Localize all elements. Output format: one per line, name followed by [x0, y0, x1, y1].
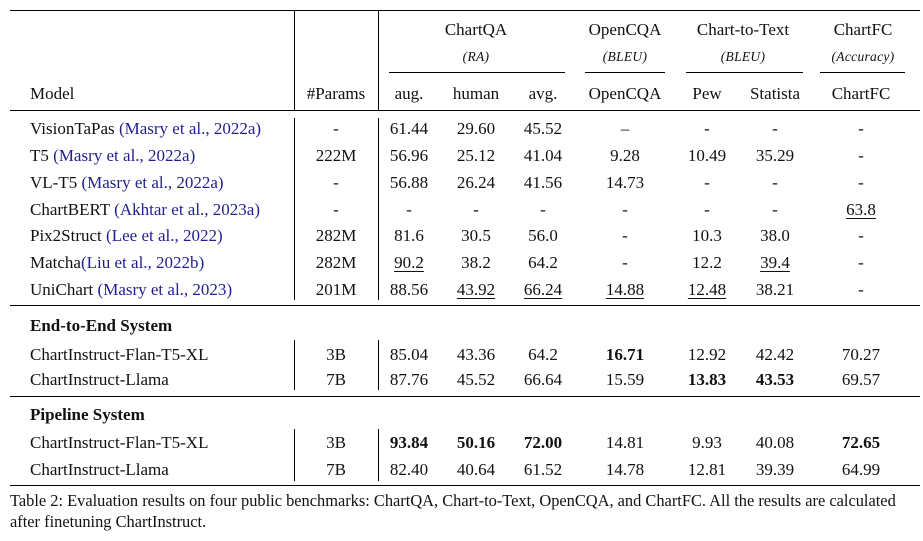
- column-header: OpenCQA: [588, 84, 662, 103]
- citation-open: (: [114, 200, 120, 219]
- citation-link[interactable]: Lee et al., 2022: [111, 226, 217, 245]
- citation-close: ): [216, 226, 223, 245]
- params-cell: 222M: [315, 146, 357, 165]
- table-caption: Table 2: Evaluation results on four public benchmarks: ChartQA, Chart-to-Text, OpenCQA, and ChartFC. All the results are calculated after finetuning ChartInstruct.: [10, 491, 896, 531]
- value-cell: -: [704, 200, 710, 219]
- citation-close: ): [254, 200, 261, 219]
- value-cell: 56.96: [389, 146, 429, 165]
- value-cell: 12.48: [687, 280, 727, 299]
- group-underline: [585, 72, 665, 73]
- value-cell: 41.04: [523, 146, 563, 165]
- params-cell: -: [333, 119, 339, 138]
- value-cell: -: [858, 146, 864, 165]
- value-cell: 14.81: [605, 433, 645, 452]
- value-cell: 15.59: [605, 370, 645, 389]
- value-cell: 90.2: [394, 253, 424, 272]
- group-metric: (BLEU): [720, 49, 766, 64]
- model-name: Matcha: [30, 253, 81, 272]
- value-cell: -: [858, 119, 864, 138]
- citation-close: ): [217, 173, 224, 192]
- value-cell: 61.44: [389, 119, 429, 138]
- params-cell: 3B: [326, 345, 346, 364]
- value-cell: 26.24: [456, 173, 496, 192]
- params-cell: 282M: [315, 226, 357, 245]
- column-rule: [378, 340, 379, 390]
- params-cell: 3B: [326, 433, 346, 452]
- column-rule: [294, 340, 295, 390]
- model-name: VL-T5: [30, 173, 78, 192]
- group-underline: [686, 72, 803, 73]
- params-cell: 7B: [326, 370, 346, 389]
- value-cell: -: [858, 173, 864, 192]
- model-name-cell: ChartInstruct-Flan-T5-XL: [30, 345, 209, 364]
- value-cell: 72.65: [841, 433, 881, 452]
- header-rule: [10, 110, 920, 111]
- params-cell: 201M: [315, 280, 357, 299]
- value-cell: 43.36: [456, 345, 496, 364]
- value-cell: 81.6: [394, 226, 424, 245]
- model-name-cell: [30, 173, 224, 193]
- value-cell: -: [772, 119, 778, 138]
- value-cell: -: [406, 200, 412, 219]
- group-title: OpenCQA: [588, 20, 662, 39]
- model-name-cell: [30, 253, 204, 273]
- value-cell: -: [622, 200, 628, 219]
- value-cell: 85.04: [389, 345, 429, 364]
- model-name: T5: [30, 146, 49, 165]
- value-cell: 93.84: [389, 433, 429, 452]
- group-title: ChartFC: [833, 20, 893, 39]
- citation-close: ): [255, 119, 262, 138]
- group-underline: [389, 72, 565, 73]
- value-cell: 43.53: [755, 370, 795, 389]
- value-cell: 56.88: [389, 173, 429, 192]
- value-cell: 63.8: [846, 200, 876, 219]
- value-cell: 10.49: [687, 146, 727, 165]
- citation-open: (: [81, 173, 88, 192]
- value-cell: 69.57: [841, 370, 881, 389]
- model-name-cell: [30, 226, 223, 246]
- section-rule: [10, 305, 920, 306]
- column-header: #Params: [306, 84, 366, 103]
- value-cell: 42.42: [755, 345, 795, 364]
- value-cell: 82.40: [389, 460, 429, 479]
- value-cell: 66.24: [523, 280, 563, 299]
- value-cell: 40.64: [456, 460, 496, 479]
- value-cell: 64.99: [841, 460, 881, 479]
- citation-open: (: [118, 119, 125, 138]
- column-header: Pew: [692, 84, 722, 103]
- value-cell: 45.52: [523, 119, 563, 138]
- column-rule: [294, 10, 295, 110]
- model-name-cell: [30, 200, 260, 220]
- group-title: ChartQA: [444, 20, 508, 39]
- value-cell: 43.92: [456, 280, 496, 299]
- citation-close: ): [198, 253, 205, 272]
- citation-close: ): [226, 280, 233, 299]
- group-metric: (Accuracy): [831, 49, 895, 64]
- model-name-cell: ChartInstruct-Llama: [30, 370, 169, 389]
- model-name-cell: ChartInstruct-Llama: [30, 460, 169, 479]
- top-rule: [10, 10, 920, 11]
- column-header: ChartFC: [831, 84, 891, 103]
- value-cell: 35.29: [755, 146, 795, 165]
- value-cell: 41.56: [523, 173, 563, 192]
- column-header: aug.: [394, 84, 424, 103]
- value-cell: 39.39: [755, 460, 795, 479]
- value-cell: 66.64: [523, 370, 563, 389]
- value-cell: 29.60: [456, 119, 496, 138]
- value-cell: 25.12: [456, 146, 496, 165]
- value-cell: –: [620, 119, 630, 138]
- value-cell: 38.21: [755, 280, 795, 299]
- value-cell: -: [622, 253, 628, 272]
- value-cell: 87.76: [389, 370, 429, 389]
- group-metric: (RA): [462, 49, 490, 64]
- citation-link[interactable]: Liu et al., 2022b: [86, 253, 199, 272]
- citation-link[interactable]: Masry et al., 2022a: [124, 119, 256, 138]
- value-cell: 61.52: [523, 460, 563, 479]
- value-cell: 16.71: [605, 345, 645, 364]
- value-cell: 70.27: [841, 345, 881, 364]
- model-name-cell: [30, 119, 261, 139]
- value-cell: 9.93: [692, 433, 722, 452]
- value-cell: -: [704, 173, 710, 192]
- value-cell: -: [622, 226, 628, 245]
- value-cell: 14.88: [605, 280, 645, 299]
- column-header: avg.: [528, 84, 558, 103]
- citation-link[interactable]: Akhtar et al., 2023a: [119, 200, 255, 219]
- value-cell: 14.73: [605, 173, 645, 192]
- value-cell: 10.3: [692, 226, 722, 245]
- section-rule: [10, 396, 920, 397]
- value-cell: 12.92: [687, 345, 727, 364]
- value-cell: 50.16: [456, 433, 496, 452]
- section-title: Pipeline System: [30, 405, 145, 424]
- column-header: human: [452, 84, 500, 103]
- value-cell: 14.78: [605, 460, 645, 479]
- column-header: Statista: [749, 84, 801, 103]
- group-underline: [820, 72, 905, 73]
- value-cell: 40.08: [755, 433, 795, 452]
- citation-link[interactable]: Masry et al., 2022a: [58, 146, 190, 165]
- params-cell: 282M: [315, 253, 357, 272]
- model-name: VisionTaPas: [30, 119, 115, 138]
- params-cell: -: [333, 200, 339, 219]
- value-cell: 9.28: [610, 146, 640, 165]
- model-name-cell: [30, 280, 232, 300]
- column-header: Model: [30, 84, 75, 103]
- value-cell: 38.0: [760, 226, 790, 245]
- group-title: Chart-to-Text: [696, 20, 790, 39]
- model-name: ChartBERT: [30, 200, 110, 219]
- value-cell: 45.52: [456, 370, 496, 389]
- value-cell: -: [858, 226, 864, 245]
- column-rule: [378, 118, 379, 300]
- citation-close: ): [189, 146, 196, 165]
- value-cell: 64.2: [528, 253, 558, 272]
- value-cell: 72.00: [523, 433, 563, 452]
- value-cell: 13.83: [687, 370, 727, 389]
- model-name: Pix2Struct: [30, 226, 102, 245]
- citation-open: (: [97, 280, 104, 299]
- citation-link[interactable]: Masry et al., 2022a: [87, 173, 218, 192]
- value-cell: 30.5: [461, 226, 491, 245]
- value-cell: 38.2: [461, 253, 491, 272]
- params-cell: -: [333, 173, 339, 192]
- value-cell: -: [704, 119, 710, 138]
- value-cell: 12.2: [692, 253, 722, 272]
- group-metric: (BLEU): [602, 49, 648, 64]
- column-rule: [294, 118, 295, 300]
- value-cell: -: [772, 200, 778, 219]
- citation-link[interactable]: Masry et al., 2023: [103, 280, 227, 299]
- column-rule: [378, 429, 379, 481]
- citation-open: (: [106, 226, 112, 245]
- value-cell: -: [540, 200, 546, 219]
- value-cell: 88.56: [389, 280, 429, 299]
- model-name-cell: ChartInstruct-Flan-T5-XL: [30, 433, 209, 452]
- value-cell: -: [473, 200, 479, 219]
- value-cell: 39.4: [760, 253, 790, 272]
- model-name: UniChart: [30, 280, 94, 299]
- column-rule: [294, 429, 295, 481]
- value-cell: 56.0: [528, 226, 558, 245]
- model-name-cell: [30, 146, 195, 166]
- section-title: End-to-End System: [30, 316, 173, 335]
- value-cell: 12.81: [687, 460, 727, 479]
- bottom-rule: [10, 485, 920, 486]
- citation-open: (: [80, 253, 87, 272]
- params-cell: 7B: [326, 460, 346, 479]
- column-rule: [378, 10, 379, 110]
- value-cell: -: [858, 253, 864, 272]
- value-cell: 64.2: [528, 345, 558, 364]
- citation-open: (: [53, 146, 59, 165]
- value-cell: -: [772, 173, 778, 192]
- value-cell: -: [858, 280, 864, 299]
